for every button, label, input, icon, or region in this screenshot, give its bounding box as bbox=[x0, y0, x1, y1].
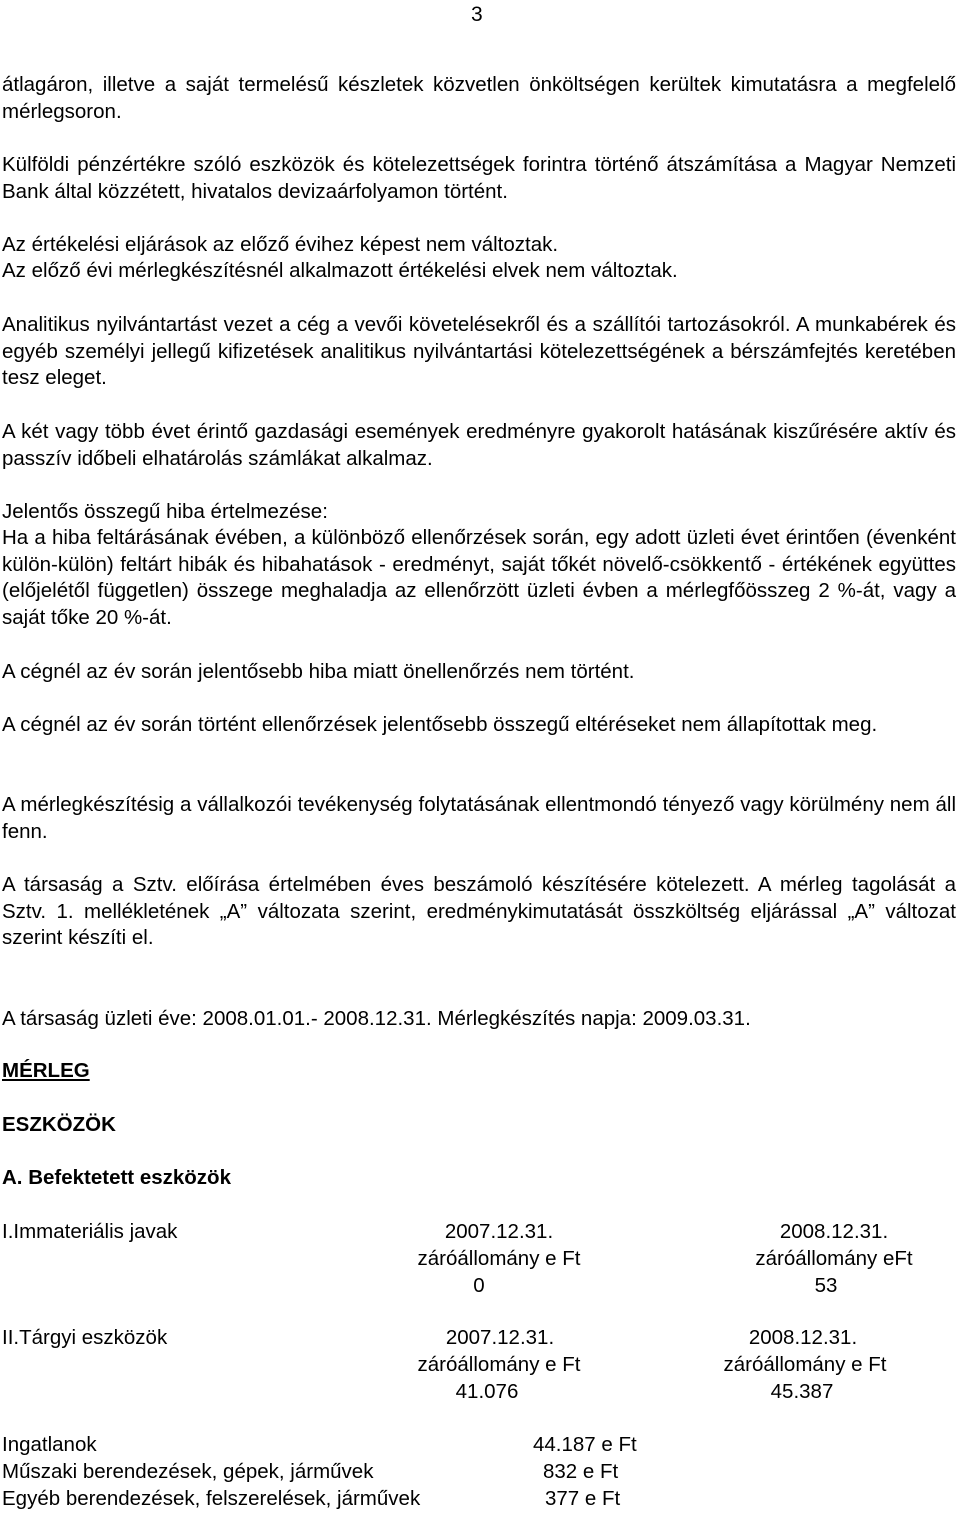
targyi-2008-unit: záróállomány e Ft bbox=[723, 1353, 887, 1376]
business-year-line: A társaság üzleti éve: 2008.01.01.- 2008.12.31. Mérlegkészítés napja: 2009.03.31. bbox=[2, 1007, 751, 1030]
targyi-2007-unit: záróállomány e Ft bbox=[417, 1353, 581, 1376]
paragraph-accruals: A két vagy több évet érintő gazdasági események eredményre gyakorolt hatásának kiszűrésére aktív és passzív időbeli elhatárolás számlákat alkalmaz. bbox=[2, 420, 956, 470]
paragraph-significant-error-definition: Ha a hiba feltárásának évében, a különböző ellenőrzések során, egy adott üzleti évet érintően (évenként külön-külön) feltárt hibák és hibahatások - eredményt, saját tőkét növelő-csökkentő - értékének együttes (előjelétől független) összege meghaladja az ellenőrzött üzleti évben a mérlegfőösszeg 2 %-át, vagy a saját tőke 20 %-át. bbox=[2, 526, 956, 629]
immaterialis-2008-date: 2008.12.31. bbox=[779, 1220, 889, 1243]
breakdown-value: 377 e Ft bbox=[545, 1487, 621, 1510]
immaterialis-2007-date: 2007.12.31. bbox=[444, 1220, 554, 1243]
paragraph-report-type: A társaság a Sztv. előírása értelmében éves beszámoló készítésére kötelezett. A mérleg tagolását a Sztv. 1. mellékletének „A” változata szerint, eredménykimutatását összköltség eljárással „A” változat szerint készíti el. bbox=[2, 873, 956, 949]
paragraph-valuation-methods: Az értékelési eljárások az előző évihez képest nem változtak. bbox=[2, 233, 559, 256]
paragraph-significant-error-title: Jelentős összegű hiba értelmezése: bbox=[2, 500, 328, 523]
paragraph-audits: A cégnél az év során történt ellenőrzések jelentősebb összegű eltéréseket nem állapítottak meg. bbox=[2, 713, 878, 736]
breakdown-value: 44.187 e Ft bbox=[533, 1433, 637, 1456]
immaterialis-2007-unit: záróállomány e Ft bbox=[417, 1247, 581, 1270]
paragraph-foreign-currency: Külföldi pénzértékre szóló eszközök és kötelezettségek forintra történő átszámítása a Magyar Nemzeti Bank által közzétett, hivatalos devizaárfolyamon történt. bbox=[2, 153, 956, 203]
breakdown-label: Műszaki berendezések, gépek, járművek bbox=[2, 1460, 374, 1483]
paragraph-valuation-cost: átlagáron, illetve a saját termelésű készletek közvetlen önköltségen kerültek kimutatásra a megfelelő mérlegsoron. bbox=[2, 73, 956, 123]
heading-merleg: MÉRLEG bbox=[2, 1059, 90, 1082]
targyi-2008-value: 45.387 bbox=[770, 1380, 834, 1403]
targyi-label: II.Tárgyi eszközök bbox=[2, 1326, 168, 1349]
breakdown-label: Egyéb berendezések, felszerelések, járművek bbox=[2, 1487, 421, 1510]
breakdown-label: Ingatlanok bbox=[2, 1433, 97, 1456]
immaterialis-label: I.Immateriális javak bbox=[2, 1220, 178, 1243]
immaterialis-2008-unit: záróállomány eFt bbox=[755, 1247, 913, 1270]
targyi-2007-date: 2007.12.31. bbox=[445, 1326, 555, 1349]
heading-eszkozok: ESZKÖZÖK bbox=[2, 1113, 116, 1136]
paragraph-analytics: Analitikus nyilvántartást vezet a cég a vevői követelésekről és a szállítói tartozásokról. A munkabérek és egyéb személyi jellegű kifizetések analitikus nyilvántartási kötelezettségének a bérszámfejtés keretében tesz eleget. bbox=[2, 313, 956, 389]
page-number: 3 bbox=[471, 3, 483, 26]
breakdown-value: 832 e Ft bbox=[543, 1460, 619, 1483]
targyi-2007-value: 41.076 bbox=[455, 1380, 519, 1403]
targyi-2008-date: 2008.12.31. bbox=[748, 1326, 858, 1349]
paragraph-valuation-principles: Az előző évi mérlegkészítésnél alkalmazott értékelési elvek nem változtak. bbox=[2, 259, 678, 282]
paragraph-going-concern: A mérlegkészítésig a vállalkozói tevékenység folytatásának ellentmondó tényező vagy körülmény nem áll fenn. bbox=[2, 793, 956, 843]
immaterialis-2007-value: 0 bbox=[473, 1274, 485, 1297]
paragraph-self-audit: A cégnél az év során jelentősebb hiba miatt önellenőrzés nem történt. bbox=[2, 660, 635, 683]
immaterialis-2008-value: 53 bbox=[814, 1274, 838, 1297]
heading-befektetett-eszkozok: A. Befektetett eszközök bbox=[2, 1166, 231, 1189]
